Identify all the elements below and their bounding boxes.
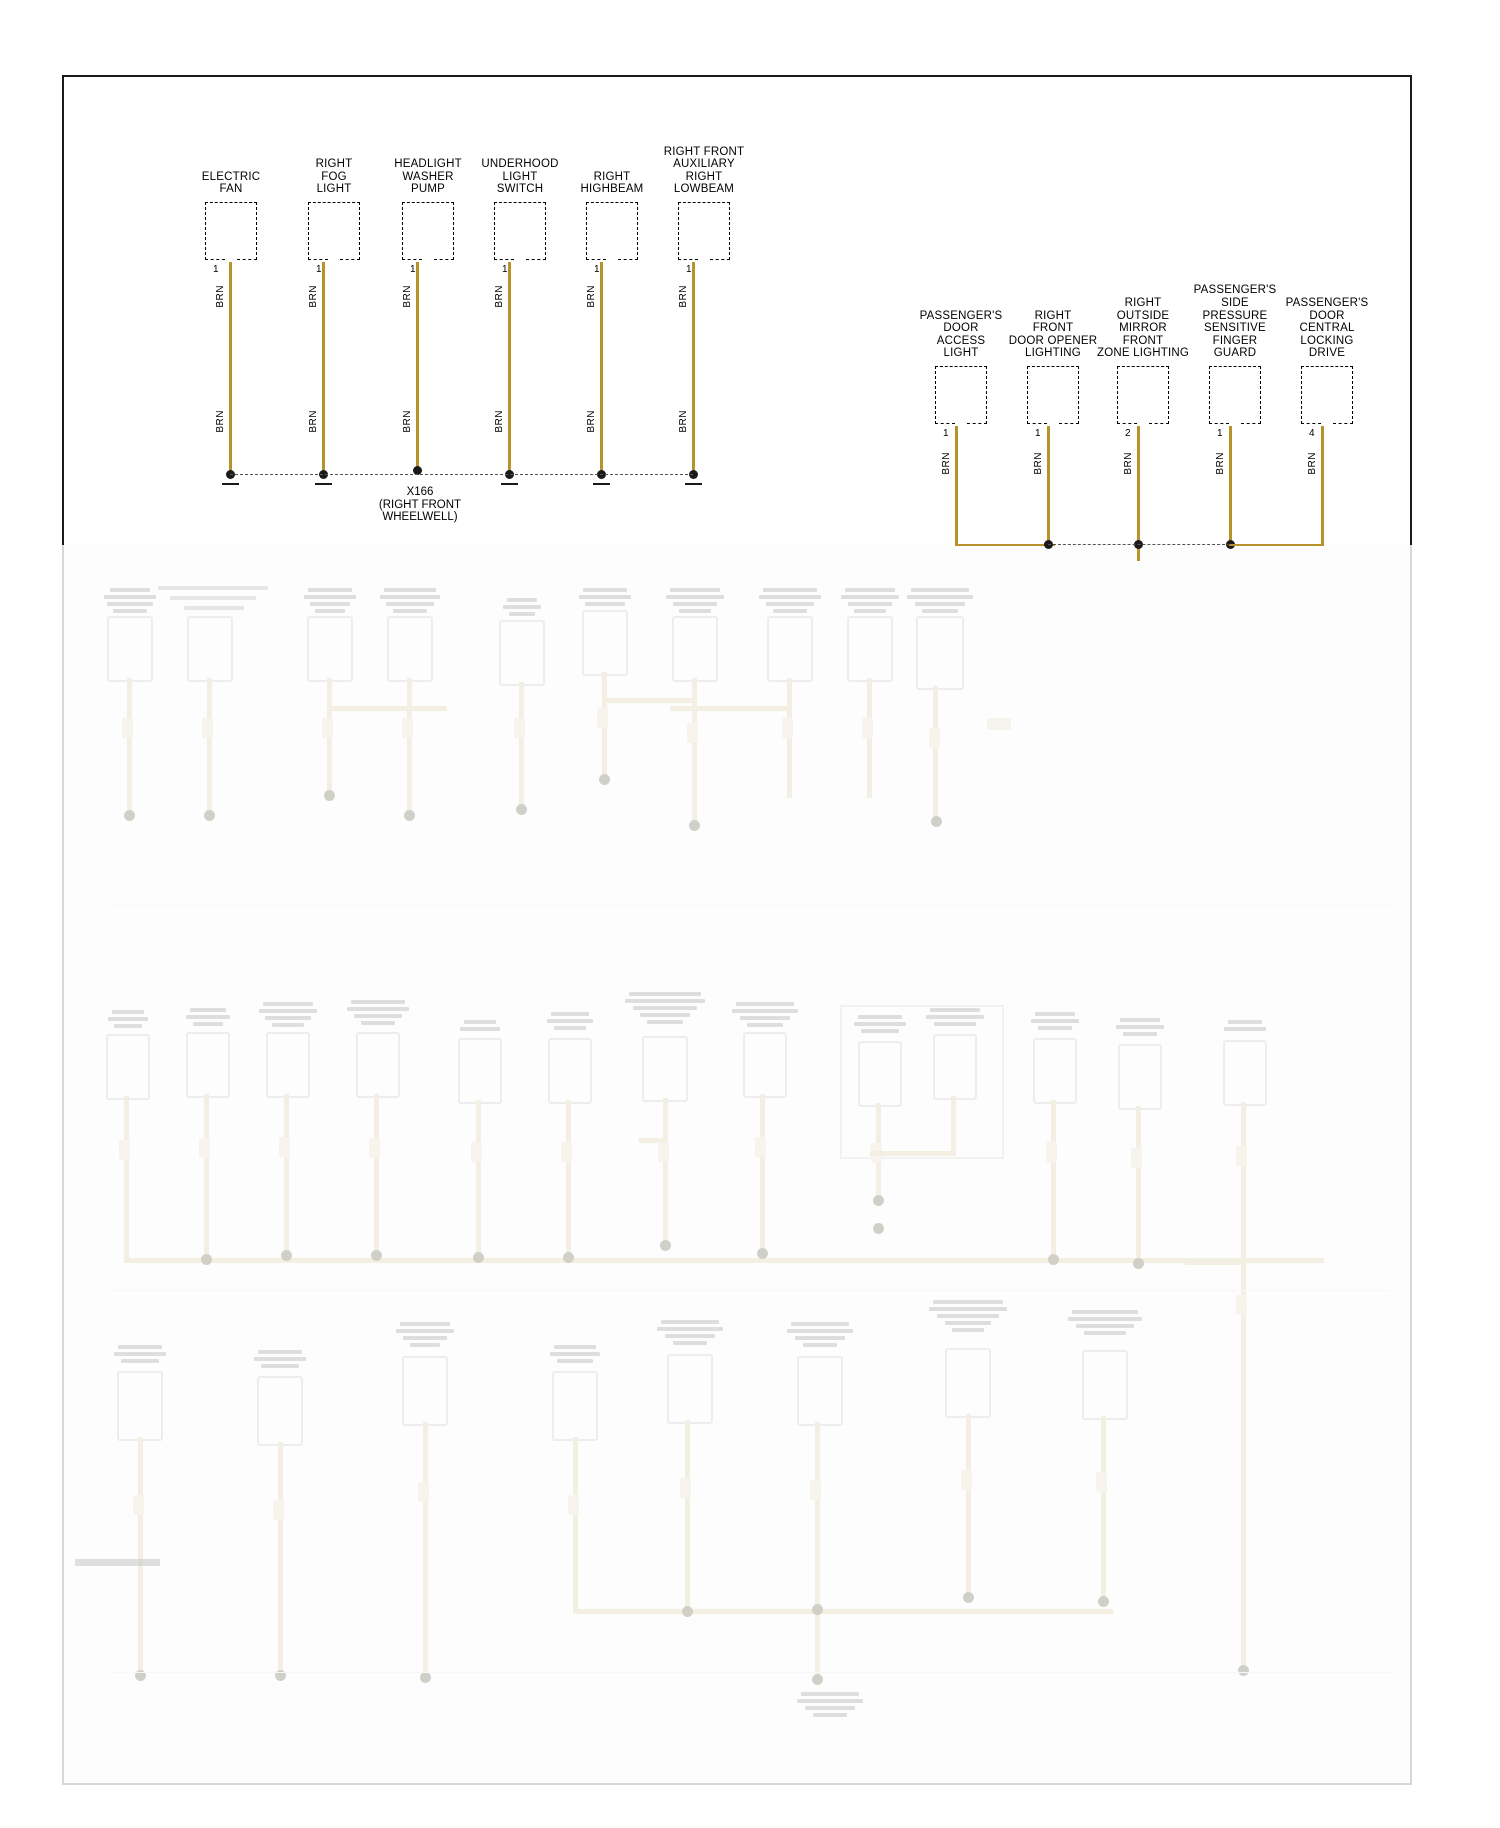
component-right-front-door-opener-lighting[interactable]	[1008, 309, 1098, 424]
component-outline	[1027, 366, 1079, 424]
component-passengers-side-pressure-sensitive-finger-guard[interactable]	[1193, 284, 1277, 424]
ghost-connector	[905, 588, 975, 838]
wire-brn	[692, 262, 695, 474]
component-label: RIGHT HIGHBEAM	[580, 170, 644, 196]
component-label: PASSENGER'S SIDE PRESSURE SENSITIVE FINGER GUARD	[1193, 284, 1277, 360]
ghost-connector	[1065, 1310, 1145, 1640]
wire-brn	[229, 262, 232, 474]
ground-bus-right	[1048, 544, 1230, 545]
ghost-connector	[840, 588, 900, 818]
wire-brn	[1047, 426, 1050, 546]
component-underhood-light-switch[interactable]	[481, 158, 559, 260]
wire-color-label: BRN	[941, 452, 952, 475]
ghost-connector	[665, 588, 725, 818]
pin-number: 1	[410, 264, 416, 275]
component-label: RIGHT FRONT AUXILIARY RIGHT LOWBEAM	[663, 145, 745, 196]
component-label: RIGHT OUTSIDE MIRROR FRONT ZONE LIGHTING	[1096, 297, 1190, 360]
wire-color-label: BRN	[402, 410, 413, 433]
component-right-fog-light[interactable]	[308, 158, 360, 260]
wire-color-label: BRN	[586, 410, 597, 433]
component-label: RIGHT FOG LIGHT	[315, 158, 353, 196]
pin-number: 1	[943, 428, 949, 439]
component-outline	[1301, 366, 1353, 424]
component-outline	[1209, 366, 1261, 424]
ghost-connector	[395, 1322, 455, 1682]
wire-brn	[955, 544, 1055, 547]
ground-point-id: X166 (RIGHT FRONT WHEELWELL)	[378, 486, 462, 524]
wire-color-label: BRN	[215, 410, 226, 433]
wire-brn	[1229, 426, 1232, 546]
wire-color-label: BRN	[494, 410, 505, 433]
ghost-connector-bottom	[795, 1692, 865, 1752]
ghost-connector	[1110, 1018, 1170, 1268]
component-outline	[205, 202, 257, 260]
component-outline	[494, 202, 546, 260]
component-passengers-door-central-locking-drive[interactable]	[1285, 297, 1369, 424]
pin-number: 1	[316, 264, 322, 275]
component-label: HEADLIGHT WASHER PUMP	[394, 158, 462, 196]
component-label: UNDERHOOD LIGHT SWITCH	[481, 158, 559, 196]
ghost-connector	[450, 1020, 510, 1260]
ghost-connector	[1215, 1020, 1275, 1260]
ghost-connector	[178, 1008, 238, 1258]
ghost-connector	[492, 598, 552, 818]
component-label: ELECTRIC FAN	[201, 170, 261, 196]
wire-color-label: BRN	[308, 285, 319, 308]
wire-color-label: BRN	[678, 285, 689, 308]
ghost-connector	[730, 1002, 800, 1260]
ground-bar	[593, 483, 610, 485]
ghost-connector	[925, 1008, 985, 1218]
wire-brn	[416, 262, 419, 470]
ghost-connector	[110, 1345, 170, 1685]
component-right-highbeam[interactable]	[580, 170, 644, 260]
footer-watermark	[75, 1559, 160, 1566]
ground-bar	[501, 483, 518, 485]
ghost-connector	[1025, 1012, 1085, 1262]
pin-number: 4	[1309, 428, 1315, 439]
ghost-connector	[545, 1345, 605, 1635]
wire-color-label: BRN	[1033, 452, 1044, 475]
wire-color-label: BRN	[1215, 452, 1226, 475]
wire-brn	[508, 262, 511, 474]
ghost-connector	[1215, 1255, 1275, 1685]
wire-brn	[1229, 544, 1324, 547]
ghost-connector	[625, 992, 705, 1262]
component-outline	[678, 202, 730, 260]
ghost-connector	[250, 1350, 310, 1685]
ghost-connector	[180, 568, 240, 818]
wire-color-label: BRN	[215, 285, 226, 308]
ghost-connector	[540, 1012, 600, 1260]
ghost-connector	[785, 1322, 855, 1692]
wire-color-label: BRN	[1123, 452, 1134, 475]
pin-number: 1	[502, 264, 508, 275]
pin-number: 1	[1035, 428, 1041, 439]
pin-number: 1	[1217, 428, 1223, 439]
pin-number: 1	[213, 264, 219, 275]
wire-color-label: BRN	[1307, 452, 1318, 475]
ghost-connector	[575, 588, 635, 818]
wire-color-label: BRN	[308, 410, 319, 433]
component-passengers-door-access-light[interactable]	[919, 309, 1003, 424]
wire-brn	[955, 426, 958, 546]
ghost-connector	[300, 588, 360, 818]
ground-bar	[222, 483, 239, 485]
wire-color-label: BRN	[402, 285, 413, 308]
component-label: PASSENGER'S DOOR CENTRAL LOCKING DRIVE	[1285, 297, 1369, 360]
ghost-connector	[380, 588, 440, 818]
ground-bar	[685, 483, 702, 485]
wire-brn	[600, 262, 603, 474]
wire-brn	[1321, 426, 1324, 546]
component-outline	[935, 366, 987, 424]
component-outline	[586, 202, 638, 260]
component-outline	[308, 202, 360, 260]
pin-number: 1	[594, 264, 600, 275]
component-outline	[1117, 366, 1169, 424]
component-label: PASSENGER'S DOOR ACCESS LIGHT	[919, 309, 1003, 360]
component-right-outside-mirror-front-zone-lighting[interactable]	[1096, 297, 1190, 424]
component-right-front-auxiliary-right-lowbeam[interactable]	[663, 145, 745, 260]
pin-number: 1	[686, 264, 692, 275]
component-headlight-washer-pump[interactable]	[394, 158, 462, 260]
wire-color-label: BRN	[586, 285, 597, 308]
component-electric-fan[interactable]	[201, 170, 261, 260]
wire-color-label: BRN	[494, 285, 505, 308]
ghost-connector	[760, 588, 820, 818]
ground-bar	[315, 483, 332, 485]
ghost-connector	[655, 1320, 725, 1640]
ground-bus-left	[230, 474, 693, 475]
ghost-connector	[928, 1300, 1008, 1630]
ghost-connector	[258, 1002, 318, 1257]
wire-brn	[322, 262, 325, 474]
wire-color-label: BRN	[678, 410, 689, 433]
ghost-connector	[100, 588, 160, 818]
ghost-connector	[98, 1010, 158, 1255]
pin-number: 2	[1125, 428, 1131, 439]
ghost-connector	[850, 1015, 910, 1245]
component-label: RIGHT FRONT DOOR OPENER LIGHTING	[1008, 309, 1098, 360]
ghost-connector	[348, 1000, 408, 1258]
component-outline	[402, 202, 454, 260]
